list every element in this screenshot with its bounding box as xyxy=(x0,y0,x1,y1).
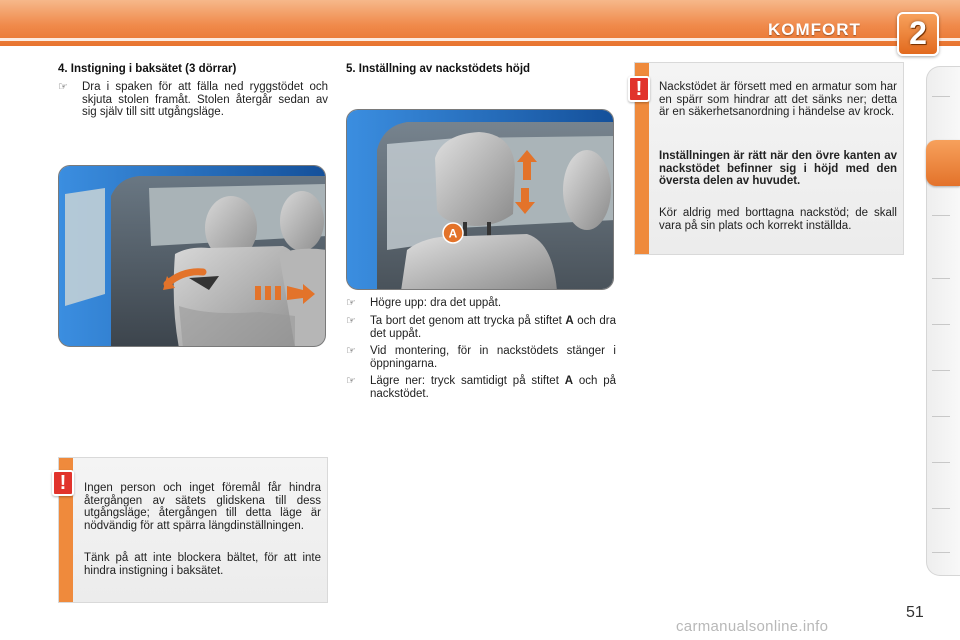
hand-pointer-icon: ☞ xyxy=(346,297,356,309)
hand-pointer-icon: ☞ xyxy=(346,315,356,327)
chapter-tab-divider xyxy=(932,278,950,279)
hand-pointer-icon: ☞ xyxy=(58,81,68,93)
list-item: ☞ Lägre ner: tryck samtidigt på stiftet A och på nackstödet. xyxy=(346,375,616,400)
list-item: ☞ Dra i spaken för att fälla ned ryggstödet och skjuta stolen framåt. Stolen återgår sedan av sig själv till sitt utgångsläge. xyxy=(58,81,328,118)
hand-pointer-icon: ☞ xyxy=(346,345,356,357)
warning-text-emphasis: Inställningen är rätt när den övre kanten av nackstödet befinner sig i höjd med den översta delen av huvudet. xyxy=(659,150,897,187)
chapter-tab-divider xyxy=(932,324,950,325)
warning-icon: ! xyxy=(52,470,74,496)
page-number: 51 xyxy=(906,604,924,621)
warning-icon: ! xyxy=(628,76,650,102)
section-heading-headrest: 5. Inställning av nackstödets höjd xyxy=(346,63,531,75)
chapter-tab-divider xyxy=(932,552,950,553)
warning-text: Nackstödet är försett med en armatur som har en spärr som hindrar att det sänks ner; detta är en säkerhetsanordning i händelse av krock. xyxy=(659,81,897,118)
hand-pointer-icon: ☞ xyxy=(346,375,356,387)
chapter-tab-divider xyxy=(932,416,950,417)
chapter-tab-divider xyxy=(932,370,950,371)
list-item: ☞ Ta bort det genom att trycka på stiftet A och dra det uppåt. xyxy=(346,315,616,340)
chapter-title: KOMFORT xyxy=(768,20,861,39)
warning-text: Ingen person och inget föremål får hindra återgången av sätets glidskena till dess utgångsläge; återgången till detta läge är nödvändig för att spärra längdinställningen. xyxy=(84,482,321,532)
list-item: ☞ Vid montering, för in nackstödets stänger i öppningarna. xyxy=(346,345,616,370)
chapter-number: 2 xyxy=(909,15,927,51)
chapter-badge xyxy=(897,12,939,56)
chapter-tab-divider xyxy=(932,508,950,509)
headrest-photo xyxy=(346,109,614,290)
section-heading-rear-entry: 4. Instigning i baksätet (3 dörrar) xyxy=(58,63,237,75)
chapter-tab-divider xyxy=(932,96,950,97)
headrest-button-callout: A xyxy=(448,226,458,241)
watermark: carmanualsonline.info xyxy=(676,618,829,635)
warning-text: Tänk på att inte blockera bältet, för att inte hindra instigning i baksätet. xyxy=(84,552,321,577)
headrest-illustration xyxy=(347,110,614,290)
list-item: ☞ Högre upp: dra det uppåt. xyxy=(346,297,502,309)
seat-folding-illustration xyxy=(59,166,326,347)
chapter-tab-divider xyxy=(932,215,950,216)
chapter-tab-active[interactable] xyxy=(926,140,960,186)
seat-folding-photo xyxy=(58,165,326,347)
chapter-tab-divider xyxy=(932,462,950,463)
warning-text: Kör aldrig med borttagna nackstöd; de skall vara på sin plats och korrekt inställda. xyxy=(659,207,897,232)
